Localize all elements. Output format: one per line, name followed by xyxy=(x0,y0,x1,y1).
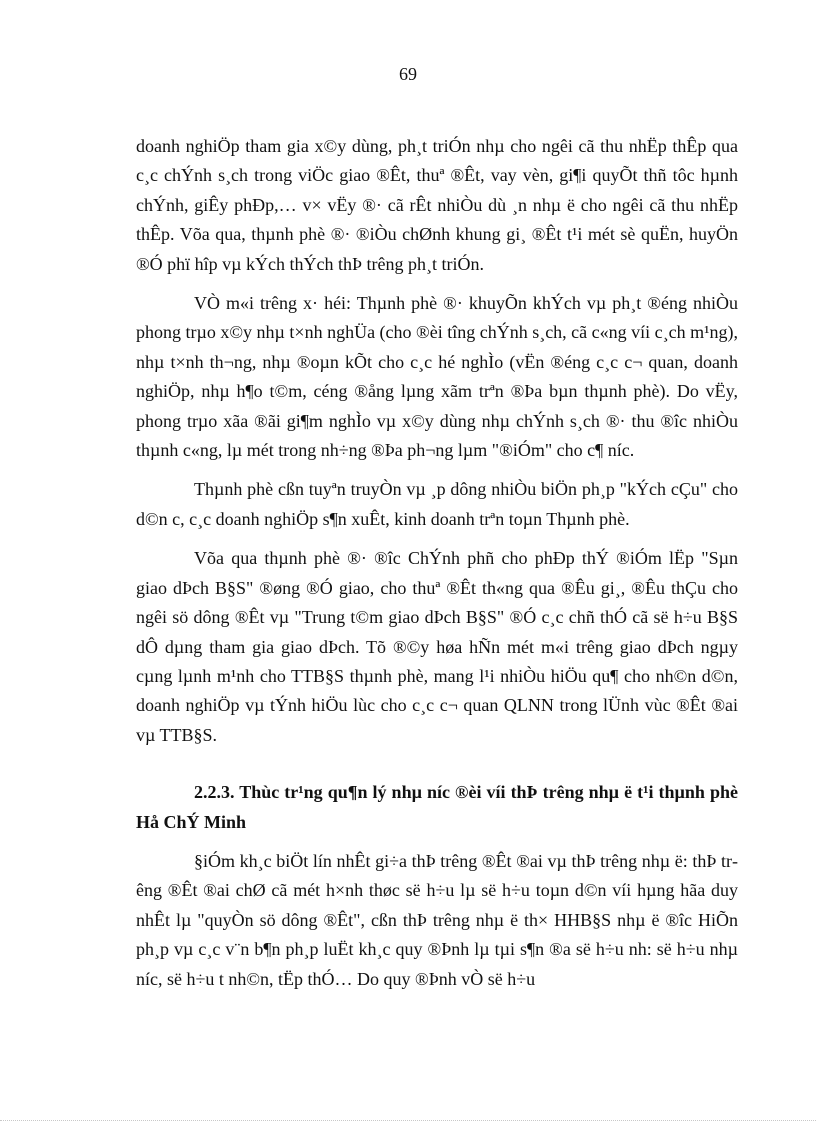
page-number: 69 xyxy=(399,64,417,84)
section-heading: 2.2.3. Thùc tr¹ng qu¶n lý nhµ níc ®èi víi thÞ trêng nhµ ë t¹i thµnh phè Hå ChÝ Minh xyxy=(136,782,738,832)
paragraph-social-environment: VÒ m«i trêng x· héi: Thµnh phè ®· khuyÕn khÝch vµ ph¸t ®éng nhiÒu phong trµo x©y nhµ t×nh nghÜa (cho ®èi tîng chÝnh s¸ch, cã c«ng víi c¸ch m¹ng), nhµ t×nh th¬ng, nhµ ®oµn kÕt cho c¸c hé nghÌo (vËn ®éng c¸c c¬ quan, doanh nghiÖp, nhµ h¶o t©m, céng ®ång lµng xãm trªn ®Þa bµn thµnh phè). Do vËy, phong trµo xãa ®ãi gi¶m nghÌo vµ x©y dùng nhµ chÝnh s¸ch ®· thu ®îc nhiÒu thµnh c«ng, lµ mét trong nh÷ng ®Þa ph¬ng lµm "®iÓm" cho c¶ níc. xyxy=(136,293,739,461)
paragraph-housing-market-difference: §iÓm kh¸c biÖt lín nhÊt gi÷a thÞ trêng ®Êt ®ai vµ thÞ trêng nhµ ë: thÞ trêng ®Êt ®ai chØ cã mét h×nh thøc së h÷u lµ së h÷u toµn d©n víi hµng hãa duy nhÊt lµ "quyÒn sö dông ®Êt", cßn thÞ trêng nhµ ë th× HHB§S nhµ ë ®îc HiÕn ph¸p vµ c¸c v¨n b¶n ph¸p luËt kh¸c quy ®Þnh lµ tµi s¶n ®a së h÷u nh: së h÷u nhµ níc, së h÷u t nh©n, tËp thÓ… Do quy ®Þnh vÒ së h÷u xyxy=(136,850,738,989)
paragraph-continuation: doanh nghiÖp tham gia x©y dùng, ph¸t triÓn nhµ cho ngêi cã thu nhËp thÊp qua c¸c chÝnh s¸ch trong viÖc giao ®Êt, thuª ®Êt, vay vèn, gi¶i quyÕt thñ tôc hµnh chÝnh, giÊy phÐp,… v× vËy ®· cã rÊt nhiÒu dù ¸n nhµ ë cho ngêi cã thu nhËp thÊp. Võa qua, thµnh phè ®· ®iÒu chØnh khung gi¸ ®Êt t¹i mét sè quËn, huyÖn ®Ó phï hîp vµ kÝch thÝch thÞ trêng ph¸t triÓn. xyxy=(136,136,738,274)
document-body xyxy=(136,132,738,1004)
paragraph-stimulus: Thµnh phè cßn tuyªn truyÒn vµ ¸p dông nhiÒu biÖn ph¸p "kÝch cÇu" cho d©n c, c¸c doanh nghiÖp s¶n xuÊt, kinh doanh trªn toµn Thµnh phè. xyxy=(136,479,738,529)
paragraph-real-estate-exchange: Võa qua thµnh phè ®· ®îc ChÝnh phñ cho phÐp thÝ ®iÓm lËp "Sµn giao dÞch B§S" ®øng ®Ó giao, cho thuª ®Êt th«ng qua ®Êu gi¸, ®Êu thÇu cho ngêi sö dông ®Êt vµ "Trung t©m giao dÞch B§S" ®Ó c¸c chñ thÓ cã së h÷u B§S dÔ dµng tham gia giao dÞch. Tõ ®©y høa hÑn mét m«i trêng giao dÞch ngµy cµng lµnh m¹nh cho TTB§S thµnh phè, mang l¹i nhiÒu hiÖu qu¶ cho nh©n d©n, doanh nghiÖp vµ tÝnh hiÖu lùc cho c¸c c¬ quan QLNN trong lÜnh vùc ®Êt ®ai vµ TTB§S. xyxy=(136,548,738,745)
page-bottom-divider xyxy=(0,1120,816,1121)
